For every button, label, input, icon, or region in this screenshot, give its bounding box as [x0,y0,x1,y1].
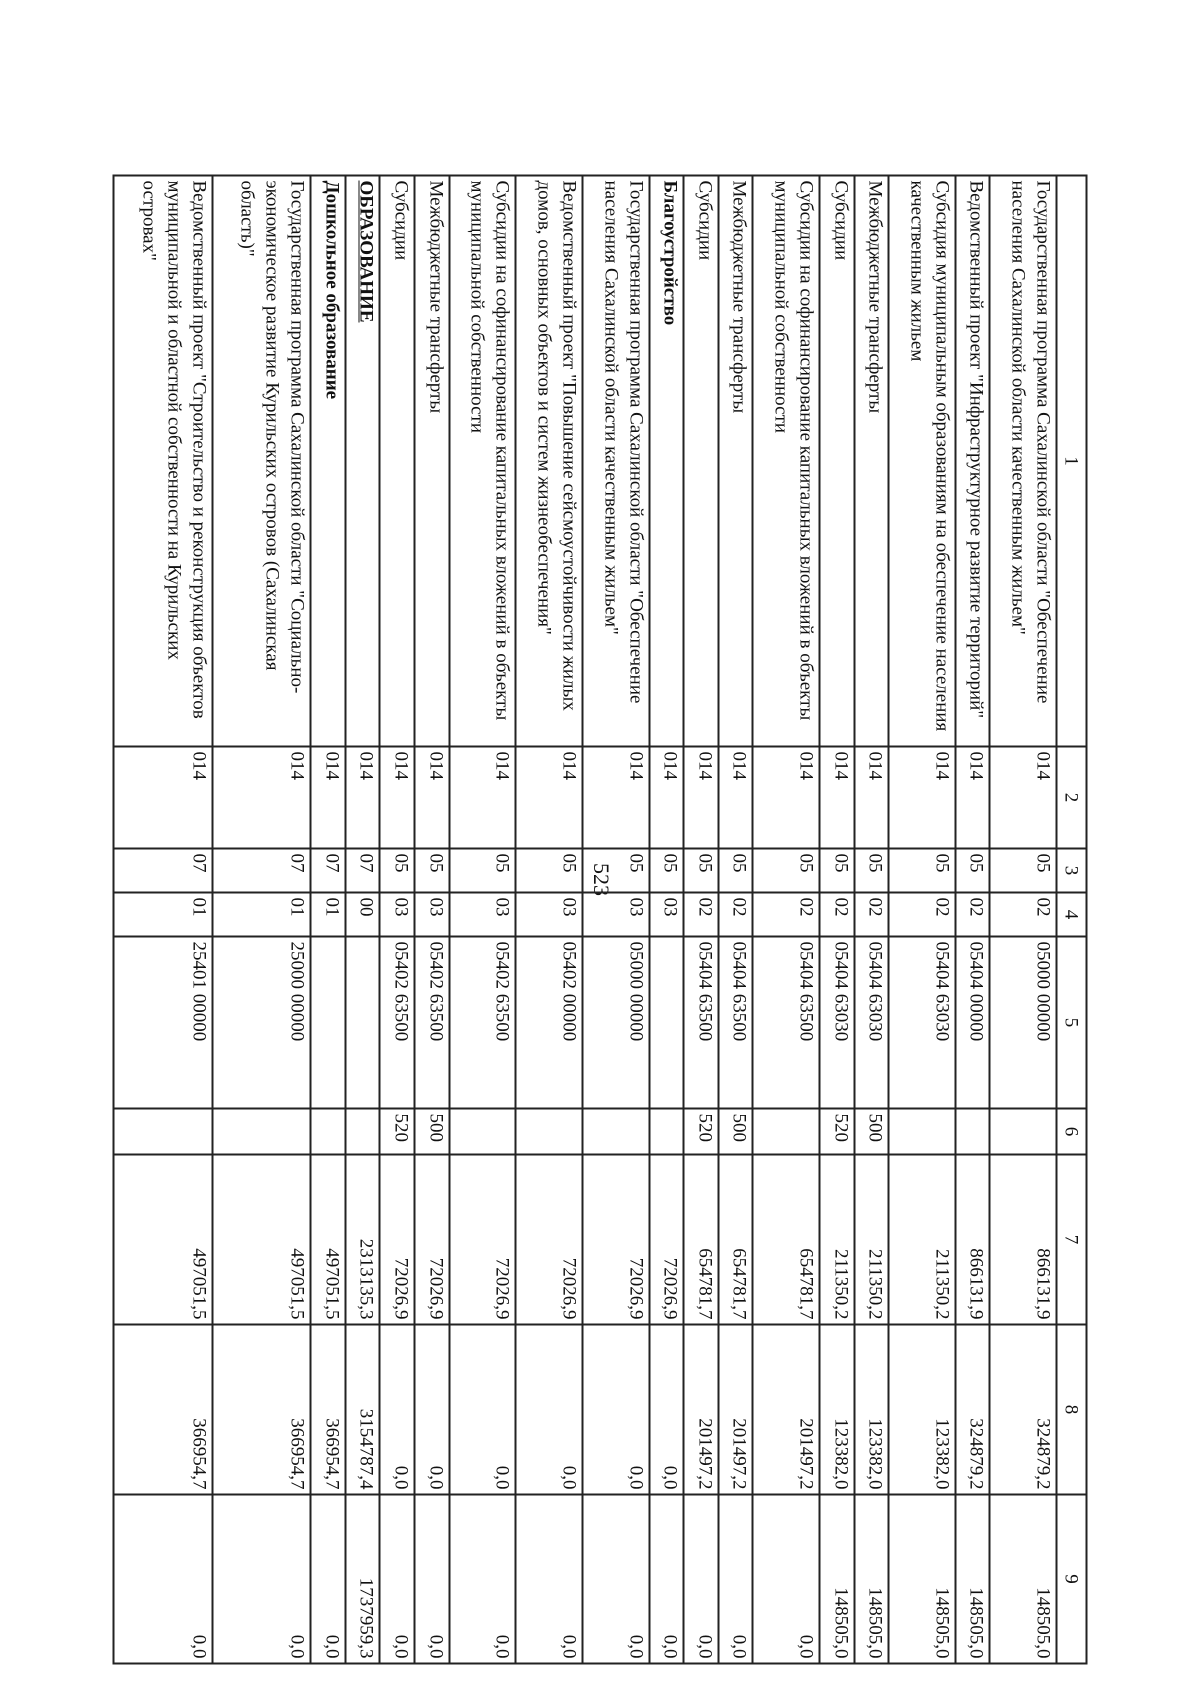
row-subsection-code: 03 [582,892,649,936]
row-subsection-code: 02 [684,892,719,936]
row-name: Государственная программа Сахалинской области "Обеспечение населения Сахалинской области качественным жильем" [990,175,1057,746]
row-amount-col9: 0,0 [516,1494,583,1663]
row-amount-col8: 123382,0 [819,1324,854,1494]
column-header: 3 [1057,848,1087,892]
row-target-article: 05404 63500 [718,936,753,1108]
row-expense-type [345,1108,380,1154]
column-header: 1 [1057,175,1087,746]
row-amount-col7: 72026,9 [415,1154,450,1324]
row-target-article: 05000 00000 [990,936,1057,1108]
row-amount-col8: 366954,7 [114,1324,213,1494]
row-name: Ведомственный проект "Повышение сейсмоустойчивости жилых домов, основных объектов и систем жизнеобеспечения" [516,175,583,746]
row-target-article: 05402 63500 [449,936,516,1108]
row-amount-col8: 366954,7 [311,1324,346,1494]
row-section-code: 05 [990,848,1057,892]
row-amount-col9: 0,0 [449,1494,516,1663]
budget-table [113,174,1088,1664]
table-row [889,175,956,1663]
row-expense-type: 500 [854,1108,889,1154]
table-row [753,175,820,1663]
row-admin-code: 014 [449,746,516,848]
row-amount-col7: 72026,9 [449,1154,516,1324]
column-header: 7 [1057,1154,1087,1324]
row-subsection-code: 02 [718,892,753,936]
row-name: Субсидии [819,175,854,746]
column-header: 2 [1057,746,1087,848]
row-amount-col7: 211350,2 [819,1154,854,1324]
row-section-code: 05 [415,848,450,892]
table-row [819,175,854,1663]
row-amount-col8: 0,0 [582,1324,649,1494]
row-amount-col7: 72026,9 [516,1154,583,1324]
row-amount-col7: 497051,5 [311,1154,346,1324]
row-subsection-code: 02 [753,892,820,936]
row-amount-col9: 0,0 [114,1494,213,1663]
row-expense-type [212,1108,311,1154]
row-amount-col8: 324879,2 [990,1324,1057,1494]
row-expense-type [990,1108,1057,1154]
row-admin-code: 014 [582,746,649,848]
row-amount-col9: 0,0 [649,1494,684,1663]
table-row [516,175,583,1663]
table-row [955,175,990,1663]
row-name: Благоустройство [649,175,684,746]
row-subsection-code: 00 [345,892,380,936]
row-amount-col7: 72026,9 [582,1154,649,1324]
row-section-code: 05 [854,848,889,892]
row-amount-col7: 2313135,3 [345,1154,380,1324]
row-admin-code: 014 [516,746,583,848]
row-amount-col9: 0,0 [684,1494,719,1663]
row-subsection-code: 01 [311,892,346,936]
table-row [212,175,311,1663]
row-amount-col8: 123382,0 [854,1324,889,1494]
row-amount-col9: 0,0 [718,1494,753,1663]
row-amount-col9: 148505,0 [990,1494,1057,1663]
row-admin-code: 014 [311,746,346,848]
row-section-code: 05 [753,848,820,892]
row-section-code: 05 [649,848,684,892]
row-amount-col8: 0,0 [449,1324,516,1494]
row-amount-col9: 148505,0 [889,1494,956,1663]
row-section-code: 05 [684,848,719,892]
row-amount-col8: 324879,2 [955,1324,990,1494]
table-row [345,175,380,1663]
row-name: Субсидии на софинансирование капитальных вложений в объекты муниципальной собственности [753,175,820,746]
row-amount-col9: 148505,0 [854,1494,889,1663]
row-amount-col9: 1737959,3 [345,1494,380,1663]
row-expense-type [889,1108,956,1154]
row-amount-col8: 0,0 [516,1324,583,1494]
table-row [990,175,1057,1663]
column-header: 9 [1057,1494,1087,1663]
row-admin-code: 014 [718,746,753,848]
row-target-article: 05000 00000 [582,936,649,1108]
row-name: Государственная программа Сахалинской области "Обеспечение населения Сахалинской области качественным жильем" [582,175,649,746]
row-subsection-code: 02 [889,892,956,936]
row-section-code: 07 [311,848,346,892]
row-subsection-code: 03 [415,892,450,936]
row-admin-code: 014 [684,746,719,848]
row-section-code: 05 [449,848,516,892]
row-expense-type [516,1108,583,1154]
header-row [1057,175,1087,1663]
column-header: 8 [1057,1324,1087,1494]
column-header: 6 [1057,1108,1087,1154]
row-target-article: 05404 63500 [753,936,820,1108]
row-name: Государственная программа Сахалинской области "Социально-экономическое развитие Курильских островов (Сахалинская область)" [212,175,311,746]
row-expense-type [582,1108,649,1154]
row-amount-col7: 654781,7 [718,1154,753,1324]
row-section-code: 05 [889,848,956,892]
row-amount-col8: 3154787,4 [345,1324,380,1494]
row-target-article: 05404 63030 [889,936,956,1108]
row-name: Межбюджетные трансферты [718,175,753,746]
row-subsection-code: 02 [819,892,854,936]
row-expense-type: 500 [718,1108,753,1154]
row-section-code: 07 [345,848,380,892]
row-admin-code: 014 [955,746,990,848]
row-subsection-code: 03 [449,892,516,936]
row-amount-col9: 0,0 [212,1494,311,1663]
row-amount-col7: 866131,9 [955,1154,990,1324]
row-name: ОБРАЗОВАНИЕ [345,175,380,746]
column-header: 5 [1057,936,1087,1108]
table-row [649,175,684,1663]
table-row [854,175,889,1663]
row-subsection-code: 01 [114,892,213,936]
row-expense-type [753,1108,820,1154]
table-row [114,175,213,1663]
row-name: Межбюджетные трансферты [415,175,450,746]
row-section-code: 05 [819,848,854,892]
row-section-code: 05 [718,848,753,892]
row-amount-col9: 0,0 [311,1494,346,1663]
table-row [311,175,346,1663]
row-admin-code: 014 [212,746,311,848]
row-name: Дошкольное образование [311,175,346,746]
row-section-code: 05 [955,848,990,892]
row-subsection-code: 01 [212,892,311,936]
row-amount-col8: 366954,7 [212,1324,311,1494]
row-admin-code: 014 [889,746,956,848]
row-target-article [649,936,684,1108]
row-amount-col7: 866131,9 [990,1154,1057,1324]
row-amount-col9: 0,0 [380,1494,415,1663]
row-amount-col7: 211350,2 [889,1154,956,1324]
row-name: Субсидии [684,175,719,746]
row-target-article: 05402 63500 [380,936,415,1108]
row-amount-col9: 0,0 [415,1494,450,1663]
table-row [380,175,415,1663]
row-name: Субсидии на софинансирование капитальных вложений в объекты муниципальной собственности [449,175,516,746]
row-target-article: 05404 63030 [854,936,889,1108]
table-row [582,175,649,1663]
row-section-code: 05 [582,848,649,892]
row-amount-col8: 201497,2 [718,1324,753,1494]
row-target-article: 05404 00000 [955,936,990,1108]
row-target-article [345,936,380,1108]
row-subsection-code: 03 [649,892,684,936]
table-row [415,175,450,1663]
row-name: Межбюджетные трансферты [854,175,889,746]
row-name: Ведомственный проект "Инфраструктурное развитие территорий" [955,175,990,746]
row-subsection-code: 03 [516,892,583,936]
row-expense-type: 520 [684,1108,719,1154]
table-row [718,175,753,1663]
budget-table-container [113,174,1088,1662]
row-admin-code: 014 [415,746,450,848]
table-row [449,175,516,1663]
row-expense-type: 500 [415,1108,450,1154]
row-amount-col9: 0,0 [582,1494,649,1663]
row-subsection-code: 02 [854,892,889,936]
row-expense-type [649,1108,684,1154]
column-header: 4 [1057,892,1087,936]
row-section-code: 07 [212,848,311,892]
row-amount-col8: 201497,2 [753,1324,820,1494]
row-target-article: 25401 00000 [114,936,213,1108]
row-amount-col7: 497051,5 [114,1154,213,1324]
row-amount-col7: 211350,2 [854,1154,889,1324]
row-name: Субсидии [380,175,415,746]
row-amount-col7: 497051,5 [212,1154,311,1324]
row-target-article: 25000 00000 [212,936,311,1108]
row-admin-code: 014 [990,746,1057,848]
row-amount-col9: 148505,0 [819,1494,854,1663]
row-target-article [311,936,346,1108]
row-section-code: 05 [516,848,583,892]
row-subsection-code: 02 [955,892,990,936]
row-amount-col9: 0,0 [753,1494,820,1663]
row-amount-col7: 654781,7 [753,1154,820,1324]
row-target-article: 05404 63500 [684,936,719,1108]
row-amount-col8: 0,0 [649,1324,684,1494]
table-row [684,175,719,1663]
row-target-article: 05402 63500 [415,936,450,1108]
row-expense-type [114,1108,213,1154]
row-target-article: 05404 63030 [819,936,854,1108]
row-amount-col7: 72026,9 [380,1154,415,1324]
row-amount-col8: 201497,2 [684,1324,719,1494]
row-name: Ведомственный проект "Строительство и реконструкция объектов муниципальной и областной собственности на Курильских островах" [114,175,213,746]
row-subsection-code: 03 [380,892,415,936]
row-target-article: 05402 00000 [516,936,583,1108]
row-amount-col7: 72026,9 [649,1154,684,1324]
row-expense-type: 520 [380,1108,415,1154]
row-name: Субсидия муниципальным образованиям на обеспечение населения качественным жильем [889,175,956,746]
row-admin-code: 014 [649,746,684,848]
row-admin-code: 014 [854,746,889,848]
row-subsection-code: 02 [990,892,1057,936]
row-admin-code: 014 [114,746,213,848]
row-section-code: 07 [114,848,213,892]
row-amount-col8: 0,0 [380,1324,415,1494]
row-amount-col7: 654781,7 [684,1154,719,1324]
row-expense-type [955,1108,990,1154]
row-expense-type [449,1108,516,1154]
row-expense-type [311,1108,346,1154]
row-admin-code: 014 [345,746,380,848]
row-amount-col8: 123382,0 [889,1324,956,1494]
row-amount-col8: 0,0 [415,1324,450,1494]
row-expense-type: 520 [819,1108,854,1154]
row-admin-code: 014 [380,746,415,848]
row-amount-col9: 148505,0 [955,1494,990,1663]
row-admin-code: 014 [819,746,854,848]
row-section-code: 05 [380,848,415,892]
row-admin-code: 014 [753,746,820,848]
page-number: 523 [589,863,614,896]
